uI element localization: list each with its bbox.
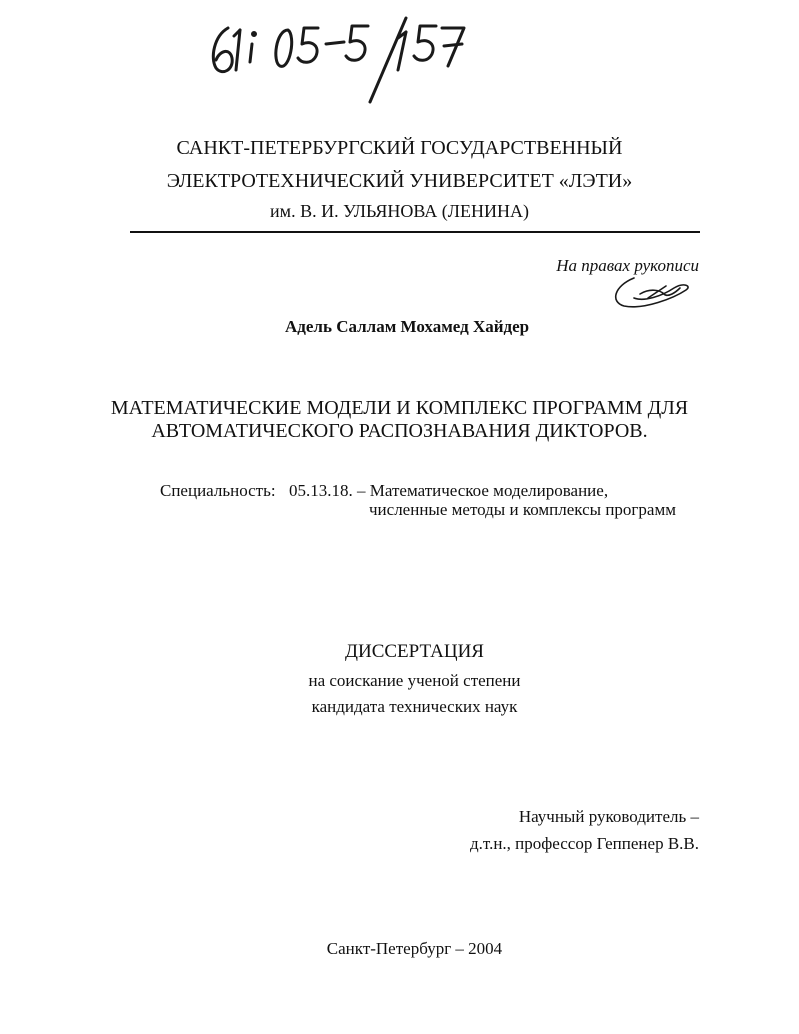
signature [604,268,704,316]
dissertation-title-line2: АВТОМАТИЧЕСКОГО РАСПОЗНАВАНИЯ ДИКТОРОВ. [151,420,648,442]
document-type-heading: ДИССЕРТАЦИЯ [345,641,484,662]
university-name-line1: САНКТ-ПЕТЕРБУРГСКИЙ ГОСУДАРСТВЕННЫЙ [176,137,623,159]
author-name: Адель Саллам Мохамед Хайдер [285,317,530,336]
advisor-name: д.т.н., профессор Геппенер В.В. [470,834,699,853]
place-and-year: Санкт-Петербург – 2004 [326,939,503,958]
rights-note: На правах рукописи [556,256,699,275]
university-name-line3: им. В. И. УЛЬЯНОВА (ЛЕНИНА) [270,201,529,221]
handwritten-archive-code [200,6,500,106]
degree-line2: кандидата технических наук [311,697,518,716]
specialty-code-line: 05.13.18. – Математическое моделирование, [289,481,609,500]
header-divider [130,231,700,233]
advisor-label: Научный руководитель – [518,807,699,826]
specialty-label: Специальность: [160,481,276,500]
degree-line1: на соискание ученой степени [308,671,521,690]
dissertation-title-line1: МАТЕМАТИЧЕСКИЕ МОДЕЛИ И КОМПЛЕКС ПРОГРАММ ДЛЯ [110,397,689,419]
university-name-line2: ЭЛЕКТРОТЕХНИЧЕСКИЙ УНИВЕРСИТЕТ «ЛЭТИ» [166,170,633,192]
specialty-continuation: численные методы и комплексы программ [369,500,676,519]
